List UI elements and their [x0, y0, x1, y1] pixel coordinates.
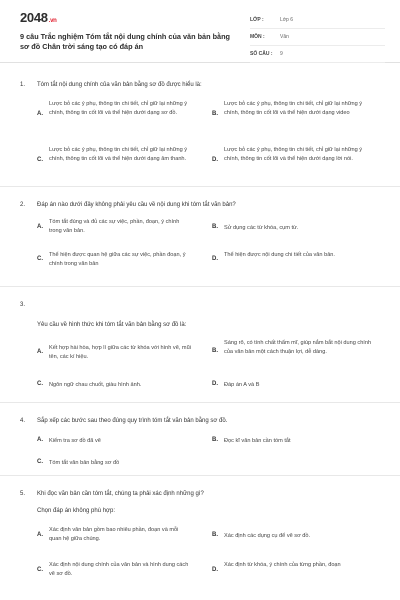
option-letter: C.: [37, 157, 43, 163]
meta-label: LỚP :: [250, 17, 264, 23]
question-text: Tóm tắt nội dung chính của văn bản bằng sơ đồ được hiểu là:: [37, 82, 202, 88]
option-c[interactable]: [37, 459, 192, 471]
option-text: Xác định văn bản gồm bao nhiêu phần, đoạn và mỗi quan hệ giữa chúng.: [49, 527, 179, 542]
site-logo[interactable]: [20, 10, 57, 25]
option-text: Đọc kĩ văn bản cần tóm tắt: [224, 438, 291, 444]
meta-label: MÔN :: [250, 34, 265, 40]
meta-value: 9: [280, 51, 283, 57]
option-d[interactable]: [212, 381, 367, 393]
meta-label: SỐ CÂU :: [250, 51, 273, 57]
option-letter: A.: [37, 437, 43, 443]
option-a[interactable]: [37, 437, 192, 449]
question-number: 2.: [20, 202, 26, 208]
option-letter: D.: [212, 381, 218, 387]
meta-value: Văn: [280, 34, 289, 40]
option-letter: C.: [37, 381, 43, 387]
option-text: Lược bỏ các ý phụ, thông tin chi tiết, chỉ giữ lại những ý chính, thông tin cốt lõi và thể hiện dưới dạng lời nói.: [224, 147, 363, 162]
option-b[interactable]: [212, 437, 367, 449]
option-letter: B.: [212, 437, 218, 443]
question-3: [0, 287, 400, 403]
option-b[interactable]: [212, 218, 367, 238]
logo-suffix: .vn: [48, 18, 57, 24]
option-letter: D.: [212, 256, 218, 262]
option-c[interactable]: [37, 381, 192, 393]
question-text: Khi đọc văn bản cần tóm tắt, chúng ta phải xác định những gì?: [37, 491, 204, 497]
page-header: [0, 0, 400, 63]
option-text: Lược bỏ các ý phụ, thông tin chi tiết, chỉ giữ lại những ý chính, thông tin cốt lõi và thể hiện dưới dạng sơ đồ.: [49, 101, 188, 116]
option-letter: D.: [212, 567, 218, 573]
question-number: 5.: [20, 491, 26, 497]
option-a[interactable]: [37, 344, 192, 364]
document-title: 9 câu Trắc nghiệm Tóm tắt nội dung chính của văn bản bằng sơ đồ Chân trời sáng tạo có đáp án: [20, 32, 231, 51]
question-number: 4.: [20, 418, 26, 424]
option-letter: C.: [37, 567, 43, 573]
option-a[interactable]: [37, 218, 192, 238]
option-text: Kết hợp hài hòa, hợp lí giữa các từ khóa với hình vẽ, mũi tên, các kí hiệu.: [49, 345, 191, 360]
option-b[interactable]: [212, 100, 367, 130]
option-text: Xác định từ khóa, ý chính của từng phần, đoạn: [224, 562, 341, 568]
option-letter: A.: [37, 532, 43, 538]
meta-row-socau: [250, 46, 385, 63]
option-text: Sử dụng các từ khóa, cụm từ.: [224, 225, 299, 231]
option-letter: A.: [37, 111, 43, 117]
option-text: Kiểm tra sơ đồ đã vẽ: [49, 438, 101, 444]
option-letter: B.: [212, 532, 218, 538]
question-subtext: Chọn đáp án không phù hợp:: [37, 508, 115, 514]
option-text: Lược bỏ các ý phụ, thông tin chi tiết, chỉ giữ lại những ý chính, thông tin cốt lõi và thể hiện dưới dạng video: [224, 101, 363, 116]
option-c[interactable]: [37, 146, 192, 176]
meta-row-lop: [250, 12, 385, 29]
question-1: [0, 62, 400, 187]
question-2: [0, 187, 400, 287]
option-b[interactable]: [212, 526, 367, 546]
option-letter: C.: [37, 256, 43, 262]
option-text: Tóm tắt văn bản bằng sơ đồ: [49, 460, 120, 466]
option-text: Xác định nội dung chính của văn bản và hình dung cách vẽ sơ đồ.: [49, 562, 189, 577]
option-d[interactable]: [212, 146, 367, 176]
meta-table: [250, 12, 385, 63]
question-number: 3.: [20, 302, 26, 308]
option-c[interactable]: [37, 251, 192, 271]
option-text: Đáp án A và B: [224, 382, 260, 388]
option-c[interactable]: [37, 561, 192, 581]
option-text: Thể hiện được nội dung chi tiết của văn bản.: [224, 252, 335, 258]
option-text: Tóm tắt đúng và đủ các sự việc, phần, đoạn, ý chính trong văn bản.: [49, 219, 180, 234]
question-text: Đáp án nào dưới đây không phải yêu cầu về nội dung khi tóm tắt văn bản?: [37, 202, 236, 208]
option-d[interactable]: [212, 561, 367, 581]
question-number: 1.: [20, 82, 26, 88]
option-letter: B.: [212, 111, 218, 117]
meta-value: Lớp 6: [280, 17, 294, 23]
question-text: Yêu cầu về hình thức khi tóm tắt văn bản bằng sơ đồ là:: [37, 322, 187, 328]
question-4: [0, 403, 400, 476]
option-a[interactable]: [37, 100, 192, 130]
meta-row-mon: [250, 29, 385, 46]
logo-text: 2048: [20, 10, 48, 25]
option-text: Thể hiện được quan hệ giữa các sự việc, phần đoạn, ý chính trong văn bản: [49, 252, 186, 267]
option-b[interactable]: [212, 339, 372, 369]
option-text: Xác định các dụng cụ để vẽ sơ đồ.: [224, 533, 311, 539]
question-text: Sắp xếp các bước sau theo đúng quy trình tóm tắt văn bản bằng sơ đồ.: [37, 418, 228, 424]
option-text: Ngôn ngữ chau chuốt, giàu hình ảnh.: [49, 382, 142, 388]
option-d[interactable]: [212, 251, 367, 271]
question-list: [0, 62, 400, 596]
option-letter: A.: [37, 349, 43, 355]
option-text: Sáng rõ, có tính chất thẩm mĩ, giúp nắm bắt nội dung chính của văn bản một cách thuận lợi, dễ dàng.: [224, 340, 372, 355]
option-text: Lược bỏ các ý phụ, thông tin chi tiết, chỉ giữ lại những ý chính, thông tin cốt lõi và thể hiện dưới dạng âm thanh.: [49, 147, 188, 162]
option-letter: C.: [37, 459, 43, 465]
option-a[interactable]: [37, 526, 192, 546]
option-letter: B.: [212, 224, 218, 230]
option-letter: B.: [212, 348, 218, 354]
option-letter: A.: [37, 224, 43, 230]
option-letter: D.: [212, 157, 218, 163]
question-5: [0, 476, 400, 596]
